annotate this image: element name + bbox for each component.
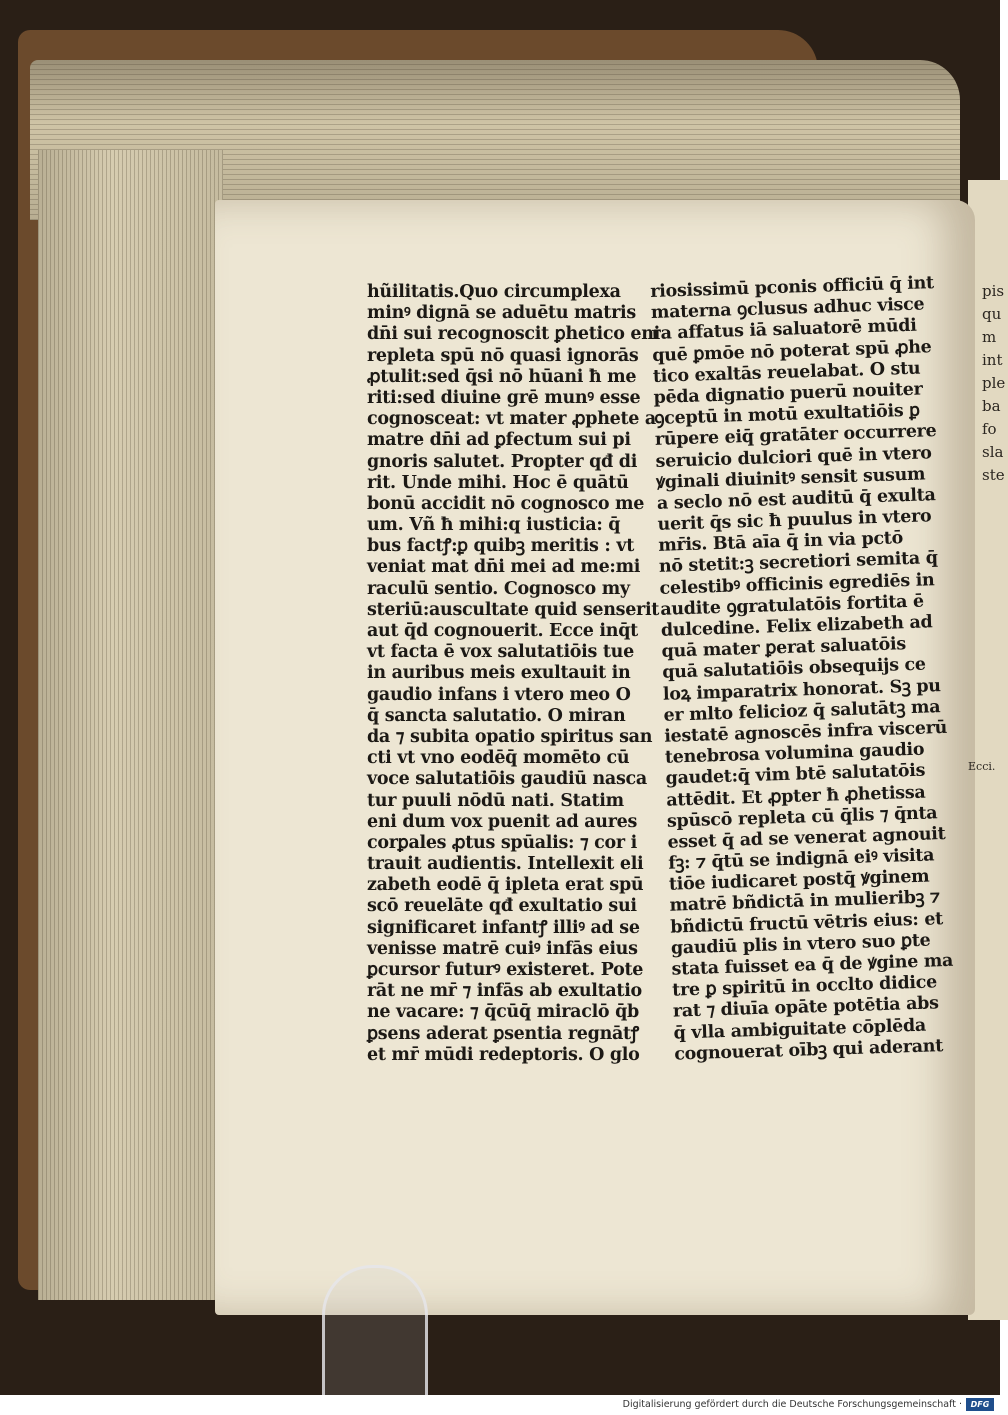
text-line: tre ꝑ spiritū in occlto didice <box>671 972 938 1001</box>
text-line: uerit q̄s sic ħ puulus in vtero <box>657 506 932 535</box>
text-line: er mlto felicioz q̄ salutātꝫ ma <box>663 696 941 726</box>
text-line: tur puuli nōdū nati. Statim <box>367 790 624 811</box>
text-line: tenebrosa volumina gaudio <box>664 739 925 768</box>
text-line: nō stetit:ꝫ secretiori semita q̄ <box>658 548 938 578</box>
text-line: materna ꝯclusus adhuc visce <box>650 294 925 324</box>
text-line: um. Vñ ħ mihi:q iusticia: q̄ <box>367 515 621 536</box>
text-line: matrē bñdictā in mulieribꝫ ⁊ <box>669 887 941 917</box>
text-line: celestibꝰ officinis egrediēs in <box>659 569 935 599</box>
text-line: bñdictū fructū vētris eius: et <box>669 908 944 938</box>
text-line: repleta spū nō quasi ignorās <box>367 345 639 366</box>
text-line: rat ⁊ diuīa opāte potētia abs <box>672 993 939 1023</box>
text-line: ꝓtulit:sed q̄si nō hūani ħ me <box>367 366 637 387</box>
text-line: cognosceat: vt mater ꝓphete a <box>367 409 656 430</box>
text-line: significaret infantꝭ illiꝰ ad se <box>367 917 640 938</box>
book-holder-clip <box>322 1265 428 1408</box>
text-line: aut q̄d cognouerit. Ecce inq̄t <box>367 621 638 641</box>
text-line: attēdit. Et ꝓpter ħ ꝓhetissa <box>665 782 926 811</box>
text-line: tico exaltās reuelabat. O stu <box>652 358 921 387</box>
text-line: spūscō repleta cū q̄lis ⁊ q̄nta <box>666 802 938 832</box>
text-line: riti:sed diuine grē munꝰ esse <box>367 387 641 408</box>
text-line: gaudiū plis in vtero suo ꝑte <box>670 930 931 959</box>
text-line: stata fuisset ea q̄ de ꝟgine ma <box>671 950 954 980</box>
text-line: q̄ vlla ambiguitate cōplēda <box>673 1015 927 1044</box>
text-line: matre dn̄i ad ꝑfectum sui pi <box>367 430 631 451</box>
text-line: minꝰ dignā se aduētu matris <box>367 303 636 324</box>
text-line: trauit audientis. Intellexit eli <box>367 854 644 875</box>
text-line: in auribus meis exultauit in <box>367 663 631 684</box>
text-line: veniat mat dn̄i mei ad me:mi <box>367 557 641 578</box>
text-line: bonū accidit nō cognosco me <box>367 493 645 514</box>
text-line: ꝯceptū in motū exultatiōis ꝑ <box>653 400 920 430</box>
text-line: steriū:auscultate quid senserit <box>367 599 660 620</box>
text-line: et mr̄ mūdi redeptoris. O glo <box>367 1044 640 1065</box>
text-line: rāt ne mr̄ ⁊ infās ab exultatio <box>367 981 642 1002</box>
text-line: cognouerat oībꝫ qui aderant <box>673 1035 944 1065</box>
adjacent-page-text: pis qu m int ple ba fo sla ste <box>982 282 1006 484</box>
text-line: corꝑales ꝓtus spūalis: ⁊ cor i <box>367 832 637 853</box>
text-line: rūpere eiq̄ gratāter occurrere <box>654 421 937 451</box>
text-line: seruicio dulciori quē in vtero <box>655 442 932 472</box>
text-line: quē ꝑmōe nō poterat spū ꝓhe <box>651 336 932 366</box>
text-line: mr̄is. Btā aīa q̄ in via pctō <box>657 528 904 557</box>
text-line: ne vacare: ⁊ q̄cūq̄ miraclō q̄b <box>367 1002 639 1023</box>
text-line: eni dum vox puenit ad aures <box>367 811 638 832</box>
text-line: hũilitatis.Quo circumplexa <box>367 282 621 302</box>
text-line: a seclo nō est auditū q̄ exulta <box>656 485 936 514</box>
text-line: quā salutatiōis obsequijs ce <box>661 654 927 684</box>
text-line: vt facta ē vox salutatiōis tue <box>367 642 634 663</box>
text-line: esset q̄ ad se venerat agnouit <box>667 823 946 853</box>
text-line: cti vt vno eodēq̄ momēto cū <box>367 748 630 769</box>
text-line: loꝝ imparatrix honorat. Sꝫ pu <box>662 675 941 705</box>
text-line: pēda dignatio puerū nouiter <box>653 379 923 408</box>
text-line: gnoris salutet. Propter qđ di <box>367 451 638 472</box>
text-line: ra affatus iā saluatorē mūdi <box>651 316 917 345</box>
text-line: tiōe iudicaret postq̄ ꝟginem <box>668 866 930 895</box>
text-line: ꝟginali diuinitꝰ sensit susum <box>655 464 926 493</box>
text-line: scō reuelāte qđ exultatio sui <box>367 896 637 917</box>
text-column-left <box>367 282 660 1066</box>
text-line: voce salutatiōis gaudiū nasca <box>367 769 647 790</box>
text-line: fꝫ: ⁊ q̄tū se indignā eiꝰ visita <box>667 845 935 874</box>
text-line: venisse matrē cuiꝰ infās eius <box>367 938 638 959</box>
text-line: audite ꝯgratulatōis fortita ē <box>659 591 925 620</box>
marginal-note: Ecci. <box>968 760 996 773</box>
text-line: ꝑcursor futurꝰ existeret. Pote <box>367 960 644 980</box>
text-line: gaudio infans i vtero meo O <box>367 684 631 705</box>
text-line: rit. Unde mihi. Hoc ē quātū <box>367 472 629 493</box>
text-line: quā mater ꝑerat saluatōis <box>661 634 907 662</box>
text-line: riosissimū pconis officiū q̄ int <box>650 273 935 302</box>
text-line: dn̄i sui recognoscit ꝑhetico eni <box>367 324 660 345</box>
text-line: gaudet:q̄ vim btē salutatōis <box>665 760 926 790</box>
text-line: raculū sentio. Cognosco my <box>367 578 630 599</box>
text-line: ꝑsens aderat ꝑsentia regnātꝭ <box>367 1023 639 1044</box>
page-block-fore-lines <box>38 150 223 1300</box>
text-line: dulcedine. Felix elizabeth ad <box>660 612 933 641</box>
text-line: q̄ sancta salutatio. O miran <box>367 705 626 726</box>
text-line: zabeth eodē q̄ ipleta erat spū <box>367 875 644 896</box>
text-line: iestatē agnoscēs infra viscerū <box>663 717 948 747</box>
funding-credit: Digitalisierung gefördert durch die Deutsche Forschungsgemeinschaft · <box>622 1399 962 1410</box>
text-line: bus factꝭ:ꝑ quibꝫ meritis : vt <box>367 536 634 557</box>
text-line: da ⁊ subita opatio spiritus san <box>367 726 653 747</box>
text-column-right <box>650 273 974 1066</box>
dfg-logo: DFG <box>966 1398 994 1411</box>
